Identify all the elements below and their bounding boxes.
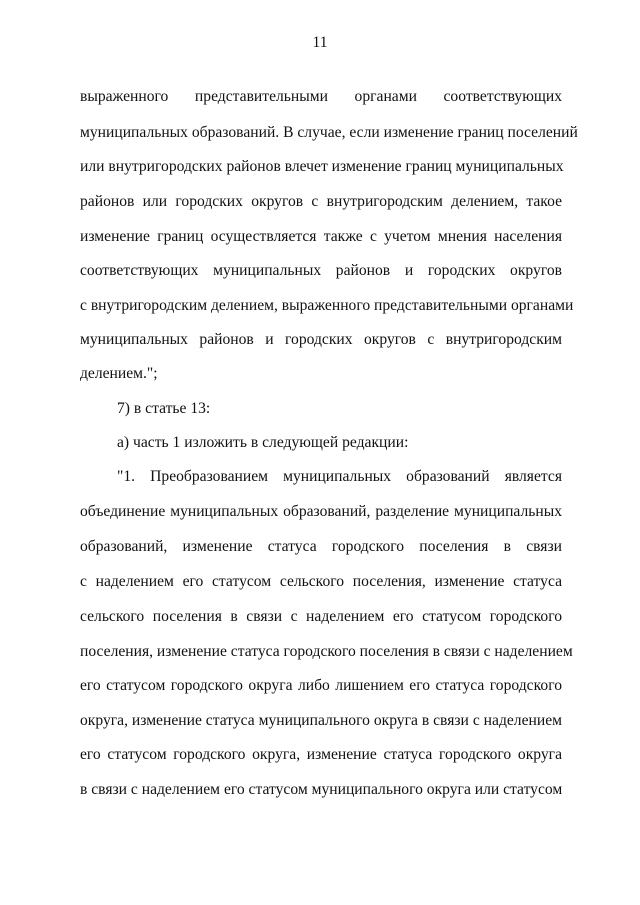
text-line: поселения, изменение статуса городского поселения в связи с наделением [80,643,573,660]
page-number: 11 [312,34,328,51]
text-line: муниципальных районов и городских округов с внутригородским [80,331,562,348]
text-line: районов или городских округов с внутригородским делением, такое [80,193,562,210]
text-line: сельского поселения в связи с наделением его статусом городского [80,608,562,625]
text-line: изменение границ осуществляется также с учетом мнения населения [80,228,562,245]
text-line: его статусом городского округа либо лишением его статуса городского [80,677,562,694]
text-line: объединение муниципальных образований, разделение муниципальных [80,503,562,520]
text-line: "1. Преобразованием муниципальных образований является [117,468,562,485]
text-line: муниципальных образований. В случае, если изменение границ поселений [80,124,578,141]
sub-item-heading: а) часть 1 изложить в следующей редакции: [117,434,409,451]
text-line: с наделением его статусом сельского поселения, изменение статуса [80,573,562,590]
text-line: с внутригородским делением, выраженного представительными органами [80,297,574,314]
text-line: в связи с наделением его статусом муниципального округа или статусом [80,781,563,798]
text-line: образований, изменение статуса городского поселения в связи [80,538,562,555]
text-line: соответствующих муниципальных районов и городских округов [80,262,562,279]
text-line: или внутригородских районов влечет изменение границ муниципальных [80,158,564,175]
text-line: округа, изменение статуса муниципального округа в связи с наделением [80,712,562,729]
list-item-heading: 7) в статье 13: [117,400,211,417]
text-line: его статусом городского округа, изменение статуса городского округа [80,746,562,763]
text-line: выраженного представительными органами соответствующих [80,88,562,105]
text-line: делением."; [80,365,158,382]
